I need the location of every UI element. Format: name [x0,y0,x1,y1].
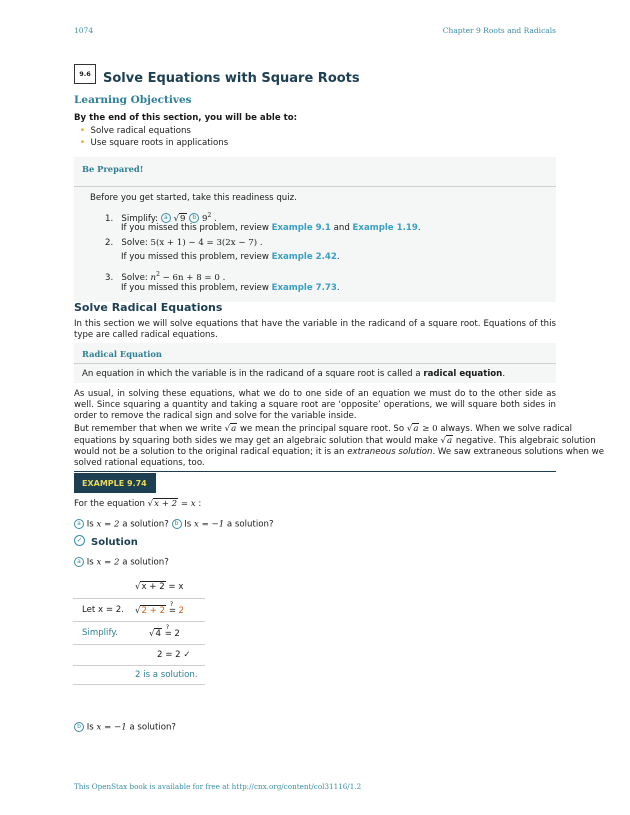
quiz-review: If you missed this problem, review Example 2.42. [121,252,340,262]
step-math: 2 = 2 ✓ [157,650,191,660]
checkmark-icon: ✓ [74,535,85,546]
step-label: Simplify. [82,628,118,638]
paragraph: As usual, in solving these equations, what we do to one side of an equation we must do to the other side as well. Since squaring a quantity and taking a square root are ‘opposite’ operations, we will square both sides in order to remove the radical sign and solve for the variable inside. [74,389,556,421]
section-number-box: 9.6 [74,64,96,84]
quiz-item: 1. Simplify: a √9 b $9^2$ . [105,212,217,224]
section-title: Solve Equations with Square Roots [103,71,360,86]
row-divider [73,665,205,666]
definition-title: Radical Equation [82,349,162,359]
objectives-heading: Learning Objectives [74,94,192,106]
part-a-question: a Is x = 2 a solution? [74,557,169,569]
quiz-item: 2. Solve: 5(x + 1) − 4 = 3(2x − 7) . [105,238,263,248]
part-b-question: b Is x = −1 a solution? [74,722,176,734]
example-link[interactable]: Example 7.73 [271,283,337,293]
list-item: • Use square roots in applications [80,138,229,148]
be-prepared-intro: Before you get started, take this readiness quiz. [90,193,297,203]
row-divider [73,644,205,645]
paragraph: In this section we will solve equations that have the variable in the radicand of a square root. Equations of this type are called radical equations. [74,319,556,340]
example-link[interactable]: Example 9.1 [271,223,331,233]
divider [74,363,556,364]
step-math: √4 = ? 2 [149,623,180,639]
quiz-review: If you missed this problem, review Example 9.1 and Example 1.19. [121,223,421,233]
subsection-heading: Solve Radical Equations [74,301,223,314]
step-result: 2 is a solution. [135,670,198,680]
list-item: • Solve radical equations [80,126,191,136]
example-link[interactable]: Example 2.42 [271,252,337,262]
example-prompt: For the equation √x + 2 = x : [74,499,202,509]
objectives-intro: By the end of this section, you will be able to: [74,113,298,123]
be-prepared-title: Be Prepared! [82,164,144,174]
divider [74,186,556,187]
footer-note: This OpenStax book is available for free at http://cnx.org/content/col31116/1.2 [74,782,362,791]
example-link[interactable]: Example 1.19 [352,223,418,233]
row-divider [73,621,205,622]
step-label: Let x = 2. [82,605,124,615]
paragraph: But remember that when we write √a we mean the principal square root. So √a ≥ 0 always. When we solve radical equations by squaring both sides we may get an algebraic solution that would make √a negative. This algebraic solution would not be a solution to the original radical equation; it is an extraneous solution. We saw extraneous solutions when we solved rational equations, too. [74,424,604,468]
example-label: EXAMPLE 9.74 [82,479,147,488]
step-math: √2 + 2 = ? 2 [135,600,185,616]
quiz-item: 3. Solve: $n^2 - 6n + 8 = 0$ . [105,271,226,283]
definition-text: An equation in which the variable is in the radicand of a square root is called a radical equation. [82,369,506,379]
row-divider [73,598,205,599]
solution-heading: Solution [91,537,138,548]
quiz-review: If you missed this problem, review Example 7.73. [121,283,340,293]
example-parts: a Is x = 2 a solution? b Is x = −1 a solution? [74,519,274,531]
step-math: √x + 2 = x [135,582,184,592]
example-rule [74,471,556,472]
chapter-title: Chapter 9 Roots and Radicals [442,26,556,35]
objectives-list [80,126,228,149]
row-divider [73,684,205,685]
page-number: 1074 [74,26,94,35]
